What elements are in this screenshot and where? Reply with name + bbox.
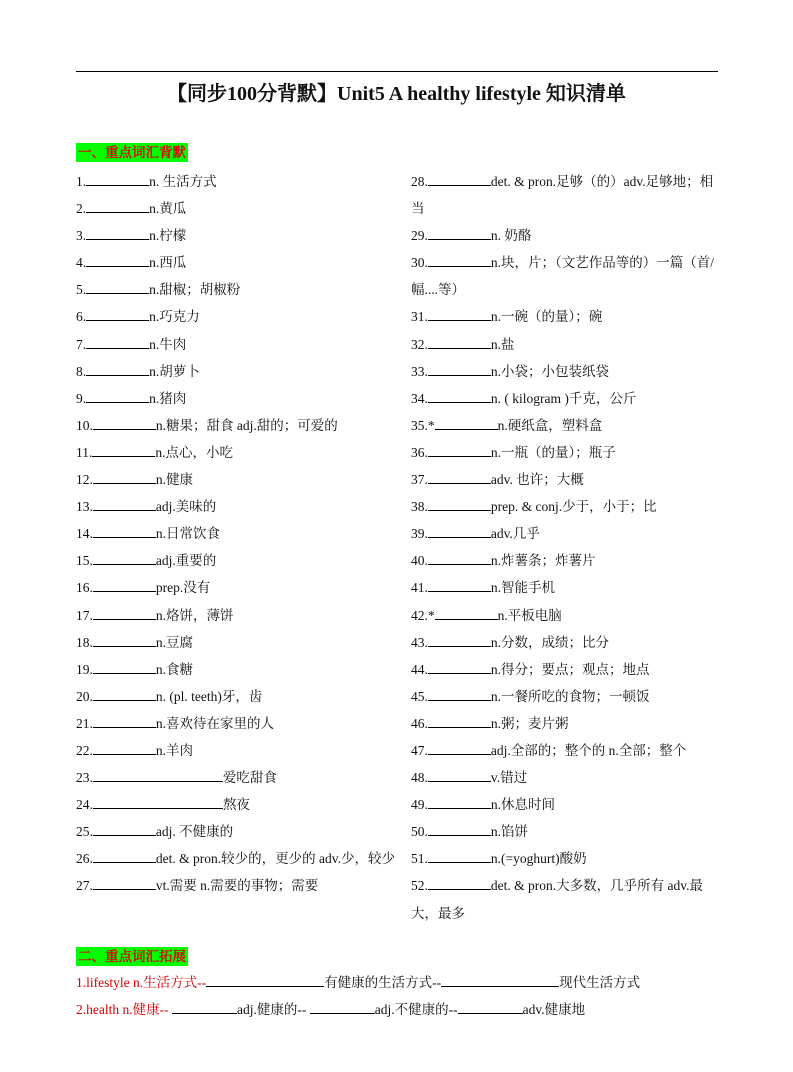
vocab-item [76,872,398,899]
vocab-column-left [76,168,398,900]
answer-blank[interactable] [93,605,156,620]
vocab-item [76,222,398,249]
item-definition: n.柠檬 [149,228,187,244]
vocab-item [76,249,398,276]
item-number: 25. [76,824,93,840]
item-number: 21. [76,715,93,731]
item-number: 43. [411,634,428,650]
section-heading-expansion: 二、重点词汇拓展 [78,949,186,964]
item-definition: n.分数，成绩；比分 [490,634,609,650]
item-number: 28. [411,174,428,189]
item-number: 10. [76,417,93,433]
item-definition: n.糖果；甜食 adj.甜的；可爱的 [155,417,338,433]
item-definition: n.西瓜 [149,255,187,271]
item-definition: n.一碗（的量）；碗 [490,309,603,325]
answer-blank[interactable] [458,999,523,1014]
item-definition: adj.美味的 [155,499,217,515]
item-definition: 熬夜 [222,797,250,813]
answer-blank[interactable] [310,999,375,1014]
answer-blank[interactable] [428,659,491,674]
vocab-item [411,249,723,303]
item-number: 36. [411,444,428,460]
item-definition: n. 奶酪 [490,228,532,244]
answer-blank[interactable] [86,225,149,240]
item-definition: n.烙饼，薄饼 [155,607,234,623]
item-number: 15. [76,553,93,569]
answer-blank[interactable] [428,848,491,863]
vocab-item [76,547,398,574]
answer-blank[interactable] [428,523,491,538]
item-number: 31. [411,309,428,325]
item-number: 1. [76,174,87,189]
vocab-item [411,331,723,358]
item-number: 6. [76,309,87,325]
vocab-item [411,602,723,629]
vocab-item [411,791,723,818]
item-definition: n.喜欢待在家里的人 [155,715,274,731]
vocab-item [76,683,398,710]
answer-blank[interactable] [428,469,491,484]
item-number: 46. [411,715,428,731]
item-number: 19. [76,661,93,677]
answer-blank[interactable] [428,713,491,728]
item-definition: n.一瓶（的量）；瓶子 [490,444,616,460]
vocab-item [411,818,723,845]
page-title: 【同步100分背默】Unit5 A healthy lifestyle 知识清单 [167,83,626,105]
vocab-item [411,764,723,791]
vocab-item [76,385,398,412]
vocab-item [76,303,398,330]
item-number: 14. [76,526,93,542]
item-number: 40. [411,553,428,569]
answer-blank[interactable] [93,686,156,701]
vocab-item [411,710,723,737]
vocab-item [411,547,723,574]
vocab-item [411,737,723,764]
answer-blank[interactable] [428,306,491,321]
item-definition: det. & pron.足够（的）adv.足够地；相当 [411,174,714,217]
expansion-lead: 2.health n.健康-- [76,1002,172,1017]
item-definition: n.食糖 [155,661,193,677]
answer-blank[interactable] [86,198,149,213]
answer-blank[interactable] [93,415,156,430]
answer-blank[interactable] [93,740,156,755]
vocab-item [76,818,398,845]
expansion-lead: 1.lifestyle n.生活方式-- [76,975,207,990]
item-number: 17. [76,607,93,623]
item-number: 47. [411,742,428,758]
item-definition: n. (pl. teeth)牙，齿 [155,688,263,704]
item-definition: 爱吃甜食 [222,770,277,786]
vocab-item [76,520,398,547]
vocab-item [76,493,398,520]
vocab-item [411,222,723,249]
item-definition: n.智能手机 [490,580,555,596]
item-number: 27. [76,878,93,894]
item-definition: n.(=yoghurt)酸奶 [490,851,587,867]
answer-blank[interactable] [428,225,491,240]
item-number: 29. [411,228,428,244]
item-number: 37. [411,472,428,488]
vocab-item [411,845,723,872]
answer-blank[interactable] [93,550,156,565]
answer-blank[interactable] [93,848,156,863]
vocab-item [76,412,398,439]
item-number: 52. [411,878,428,894]
vocab-item [76,276,398,303]
vocab-item [76,845,398,872]
item-definition: n. 生活方式 [149,174,217,189]
item-definition: prep. & conj.少于，小于；比 [490,499,657,515]
item-definition: adj.重要的 [155,553,217,569]
answer-blank[interactable] [428,794,491,809]
item-definition: det. & pron.大多数，几乎所有 adv.最大，最多 [411,878,703,921]
item-number: 30. [411,255,428,271]
expansion-line-1 [76,969,640,996]
item-number: 32. [411,336,428,352]
item-definition: n.炸薯条；炸薯片 [490,553,596,569]
item-definition: n.一餐所吃的食物；一顿饭 [490,688,650,704]
answer-blank[interactable] [428,252,491,267]
vocab-column-right [411,168,723,927]
vocab-item [76,737,398,764]
vocab-item [411,466,723,493]
item-definition: adj. 不健康的 [155,824,234,840]
answer-blank[interactable] [206,972,324,987]
item-definition: adv.几乎 [490,526,540,542]
item-definition: n.馅饼 [490,824,528,840]
vocab-item [76,574,398,601]
expansion-line-2 [76,996,585,1023]
answer-blank[interactable] [86,252,149,267]
item-definition: v.错过 [490,770,528,786]
item-number: 20. [76,688,93,704]
expansion-text: adv.健康地 [522,1002,586,1017]
answer-blank[interactable] [93,875,156,890]
vocab-item [411,303,723,330]
item-definition: n.硬纸盒，塑料盒 [497,417,603,433]
item-number: 33. [411,363,428,379]
answer-blank[interactable] [86,306,149,321]
expansion-text: adj.健康的-- [236,1002,310,1017]
answer-blank[interactable] [428,821,491,836]
item-definition: n.猪肉 [149,390,187,406]
answer-blank[interactable] [93,632,156,647]
item-number: 9. [76,390,87,406]
answer-blank[interactable] [428,632,491,647]
item-definition: n.羊肉 [155,742,193,758]
item-number: 11. [76,444,93,460]
item-number: 18. [76,634,93,650]
item-number: 49. [411,797,428,813]
item-number: 5. [76,282,87,298]
item-definition: det. & pron.较少的，更少的 adv.少，较少 [155,851,395,867]
item-number: 24. [76,797,93,813]
answer-blank[interactable] [93,577,156,592]
answer-blank[interactable] [86,388,149,403]
vocab-item [76,168,398,195]
answer-blank[interactable] [428,334,491,349]
item-number: 42.* [411,607,435,623]
item-definition: n. ( kilogram )千克，公斤 [490,390,637,406]
answer-blank[interactable] [428,767,491,782]
item-number: 26. [76,851,93,867]
expansion-text: adj.不健康的-- [374,1002,458,1017]
vocab-item [411,168,723,222]
answer-blank[interactable] [93,659,156,674]
item-number: 39. [411,526,428,542]
item-number: 23. [76,770,93,786]
vocab-item [411,656,723,683]
answer-blank[interactable] [86,279,149,294]
item-definition: n.甜椒；胡椒粉 [149,282,241,298]
answer-blank[interactable] [93,794,223,809]
answer-blank[interactable] [93,713,156,728]
item-number: 45. [411,688,428,704]
item-definition: n.健康 [155,472,193,488]
answer-blank[interactable] [86,334,149,349]
item-number: 16. [76,580,93,596]
vocab-item [76,331,398,358]
answer-blank[interactable] [428,875,491,890]
answer-blank[interactable] [428,496,491,511]
item-number: 8. [76,363,87,379]
vocab-item [76,195,398,222]
answer-blank[interactable] [435,605,498,620]
item-definition: n.休息时间 [490,797,555,813]
item-number: 13. [76,499,93,515]
item-definition: n.巧克力 [149,309,200,325]
vocab-item [76,602,398,629]
item-definition: n.日常饮食 [155,526,220,542]
item-number: 22. [76,742,93,758]
vocab-item [411,439,723,466]
vocab-item [76,629,398,656]
answer-blank[interactable] [428,550,491,565]
item-definition: n.得分；要点；观点；地点 [490,661,650,677]
vocab-item [76,358,398,385]
vocab-item [411,683,723,710]
vocab-item [411,493,723,520]
vocab-item [411,385,723,412]
item-definition: n.粥；麦片粥 [490,715,569,731]
item-definition: prep.没有 [155,580,211,596]
vocab-item [411,520,723,547]
vocab-item [76,439,398,466]
answer-blank[interactable] [93,821,156,836]
vocab-item [76,710,398,737]
item-definition: n.块，片；（文艺作品等的）一篇（首/幅....等） [411,255,715,298]
item-definition: adj.全部的；整个的 n.全部；整个 [490,742,687,758]
vocab-item [411,358,723,385]
item-definition: n.盐 [490,336,515,352]
answer-blank[interactable] [428,388,491,403]
answer-blank[interactable] [92,442,155,457]
item-definition: adv. 也许；大概 [490,472,584,488]
answer-blank[interactable] [93,767,223,782]
item-number: 48. [411,770,428,786]
item-definition: n.黄瓜 [149,201,187,217]
answer-blank[interactable] [428,361,491,376]
vocab-item [411,872,723,926]
item-definition: n.胡萝卜 [149,363,200,379]
expansion-text: 有健康的生活方式-- [324,975,442,990]
answer-blank[interactable] [428,442,491,457]
expansion-text: 现代生活方式 [559,975,641,990]
vocab-item [411,412,723,439]
item-number: 51. [411,851,428,867]
item-number: 3. [76,228,87,244]
vocab-item [76,466,398,493]
top-rule [76,71,718,72]
item-number: 4. [76,255,87,271]
item-number: 7. [76,336,87,352]
vocab-item [76,791,398,818]
answer-blank[interactable] [435,415,498,430]
answer-blank[interactable] [428,740,491,755]
item-definition: n.小袋；小包装纸袋 [490,363,609,379]
answer-blank[interactable] [86,171,149,186]
item-definition: n.点心，小吃 [155,444,233,460]
answer-blank[interactable] [441,972,559,987]
item-number: 38. [411,499,428,515]
answer-blank[interactable] [172,999,237,1014]
item-number: 50. [411,824,428,840]
item-number: 41. [411,580,428,596]
item-number: 34. [411,390,428,406]
item-definition: n.平板电脑 [497,607,562,623]
item-number: 44. [411,661,428,677]
vocab-item [411,629,723,656]
item-definition: n.牛肉 [149,336,187,352]
answer-blank[interactable] [86,361,149,376]
item-number: 2. [76,201,87,217]
answer-blank[interactable] [93,496,156,511]
vocab-item [411,574,723,601]
answer-blank[interactable] [428,686,491,701]
item-definition: n.豆腐 [155,634,193,650]
answer-blank[interactable] [93,469,156,484]
item-number: 12. [76,472,93,488]
section-heading-vocabulary: 一、重点词汇背默 [78,145,186,160]
item-definition: vt.需要 n.需要的事物；需要 [155,878,319,894]
vocab-item [76,764,398,791]
answer-blank[interactable] [428,171,491,186]
item-number: 35.* [411,417,435,433]
vocab-item [76,656,398,683]
answer-blank[interactable] [93,523,156,538]
answer-blank[interactable] [428,577,491,592]
